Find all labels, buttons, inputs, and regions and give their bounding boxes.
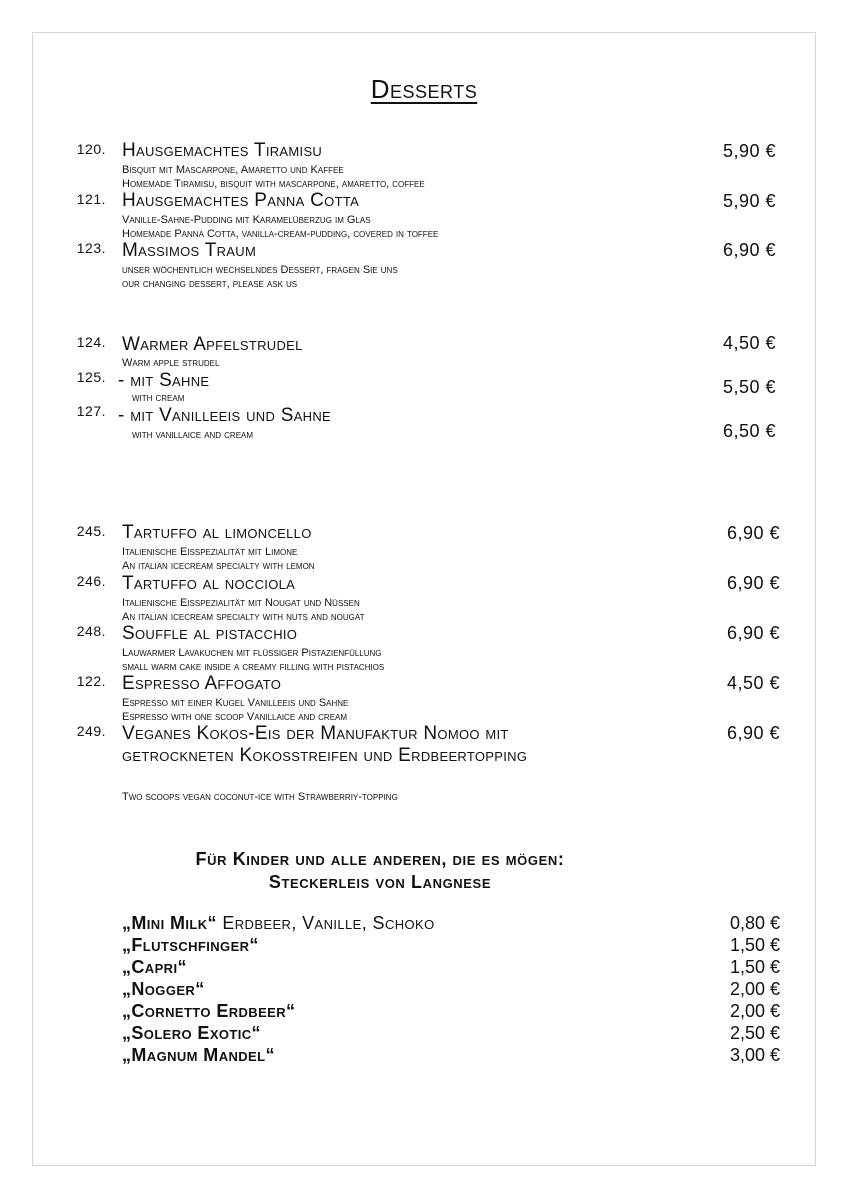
item-description-de: Lauwarmer Lavakuchen mit flüssiger Pistazienfüllung — [122, 647, 382, 659]
ice-item-name: „Magnum Mandel“ — [122, 1045, 275, 1065]
item-number: 122. — [76, 673, 106, 689]
item-description-de: Espresso mit einer Kugel Vanilleeis und Sahne — [122, 697, 349, 709]
item-name: Veganes Kokos-Eis der Manufaktur Nomoo mit getrockneten Kokosstreifen und Erdbeertopping — [122, 723, 528, 766]
item-description: with vanillaice and cream — [132, 429, 254, 441]
item-description-en: small warm cake inside a creamy filling with pistachios — [122, 661, 385, 673]
item-number: 246. — [76, 573, 106, 589]
item-description-de: unser wöchentlich wechselndes Dessert, fragen Sie uns — [122, 264, 398, 276]
ice-item-name-line — [122, 979, 205, 1000]
page-title: Desserts — [370, 74, 478, 104]
item-description-en: Homemade Tiramisu, bisquit with mascarpone, amaretto, coffee — [122, 178, 425, 190]
ice-item-price: 1,50 € — [729, 935, 780, 955]
item-description-de: Italienische Eisspezialität mit Nougat und Nüssen — [122, 597, 360, 609]
ice-item-price: 2,50 € — [729, 1023, 780, 1043]
ice-item-flavors: Erdbeer, Vanille, Schoko — [216, 913, 435, 933]
item-number: 249. — [76, 723, 106, 739]
item-price: 6,90 € — [726, 623, 780, 643]
item-number: 121. — [76, 191, 106, 207]
ice-item-name: „Cornetto Erdbeer“ — [122, 1001, 296, 1021]
item-price: 6,90 € — [726, 523, 780, 543]
item-description-de: Vanille-Sahne-Pudding mit Karamelüberzug im Glas — [122, 214, 371, 226]
item-name: Massimos Traum — [122, 240, 257, 261]
item-name: Tartuffo al limoncello — [122, 522, 312, 543]
ice-item-name-line — [122, 1045, 275, 1066]
ice-item-name-line — [122, 1023, 261, 1044]
item-name: - mit Sahne — [118, 370, 210, 391]
item-name: Souffle al pistacchio — [122, 623, 298, 644]
item-number: 120. — [76, 141, 106, 157]
item-description-en: An italian icecream specialty with lemon — [122, 560, 315, 572]
ice-item-name-line — [122, 913, 435, 934]
item-price: 5,50 € — [722, 377, 776, 397]
item-description-de: Bisquit mit Mascarpone, Amaretto und Kaffee — [122, 164, 344, 176]
ice-item-price: 3,00 € — [729, 1045, 780, 1065]
item-description-en: Espresso with one scoop Vanillaice and cream — [122, 711, 348, 723]
item-number: 127. — [76, 403, 106, 419]
ice-item-name-line — [122, 1001, 295, 1022]
item-description-en: our changing dessert, please ask us — [122, 278, 298, 290]
ice-item-name: „Flutschfinger“ — [122, 935, 259, 955]
item-number: 248. — [76, 623, 106, 639]
ice-item-price: 1,50 € — [729, 957, 780, 977]
item-name: Espresso Affogato — [122, 673, 282, 694]
item-number: 125. — [76, 369, 106, 385]
item-price: 4,50 € — [726, 673, 780, 693]
kids-heading-line2: Steckerleis von Langnese — [268, 872, 492, 892]
item-price: 5,90 € — [722, 141, 776, 161]
item-price: 6,90 € — [722, 240, 776, 260]
item-number: 123. — [76, 240, 106, 256]
ice-item-name: „Mini Milk“ — [122, 913, 217, 933]
ice-item-price: 2,00 € — [729, 979, 780, 999]
item-name: Tartuffo al nocciola — [122, 573, 296, 594]
ice-item-price: 0,80 € — [729, 913, 780, 933]
item-price: 6,90 € — [726, 573, 780, 593]
item-description-en: Homemade Panna Cotta, vanilla-cream-pudding, covered in toffee — [122, 228, 439, 240]
ice-item-name: „Solero Exotic“ — [122, 1023, 261, 1043]
ice-item-name-line — [122, 935, 259, 956]
item-description-en: Two scoops vegan coconut-ice with Strawberriy-topping — [122, 791, 398, 803]
item-number: 245. — [76, 523, 106, 539]
kids-heading-line1: Für Kinder und alle anderen, die es mögen: — [195, 849, 565, 869]
ice-item-name: „Capri“ — [122, 957, 187, 977]
item-description-de: Italienische Eisspezialität mit Limone — [122, 546, 298, 558]
item-name: Warmer Apfelstrudel — [122, 334, 303, 355]
item-name: Hausgemachtes Panna Cotta — [122, 190, 360, 211]
item-price: 4,50 € — [722, 333, 776, 353]
ice-item-price: 2,00 € — [729, 1001, 780, 1021]
item-price: 6,50 € — [722, 421, 776, 441]
ice-item-name: „Nogger“ — [122, 979, 205, 999]
item-name: - mit Vanilleeis und Sahne — [118, 405, 332, 426]
item-price: 5,90 € — [722, 191, 776, 211]
item-description-en: An italian icecream specialty with nuts and nougat — [122, 611, 365, 623]
item-description: Warm apple strudel — [122, 357, 220, 369]
item-number: 124. — [76, 334, 106, 350]
item-description: with cream — [132, 392, 185, 404]
ice-item-name-line — [122, 957, 187, 978]
item-name: Hausgemachtes Tiramisu — [122, 140, 323, 161]
item-price: 6,90 € — [726, 723, 780, 743]
